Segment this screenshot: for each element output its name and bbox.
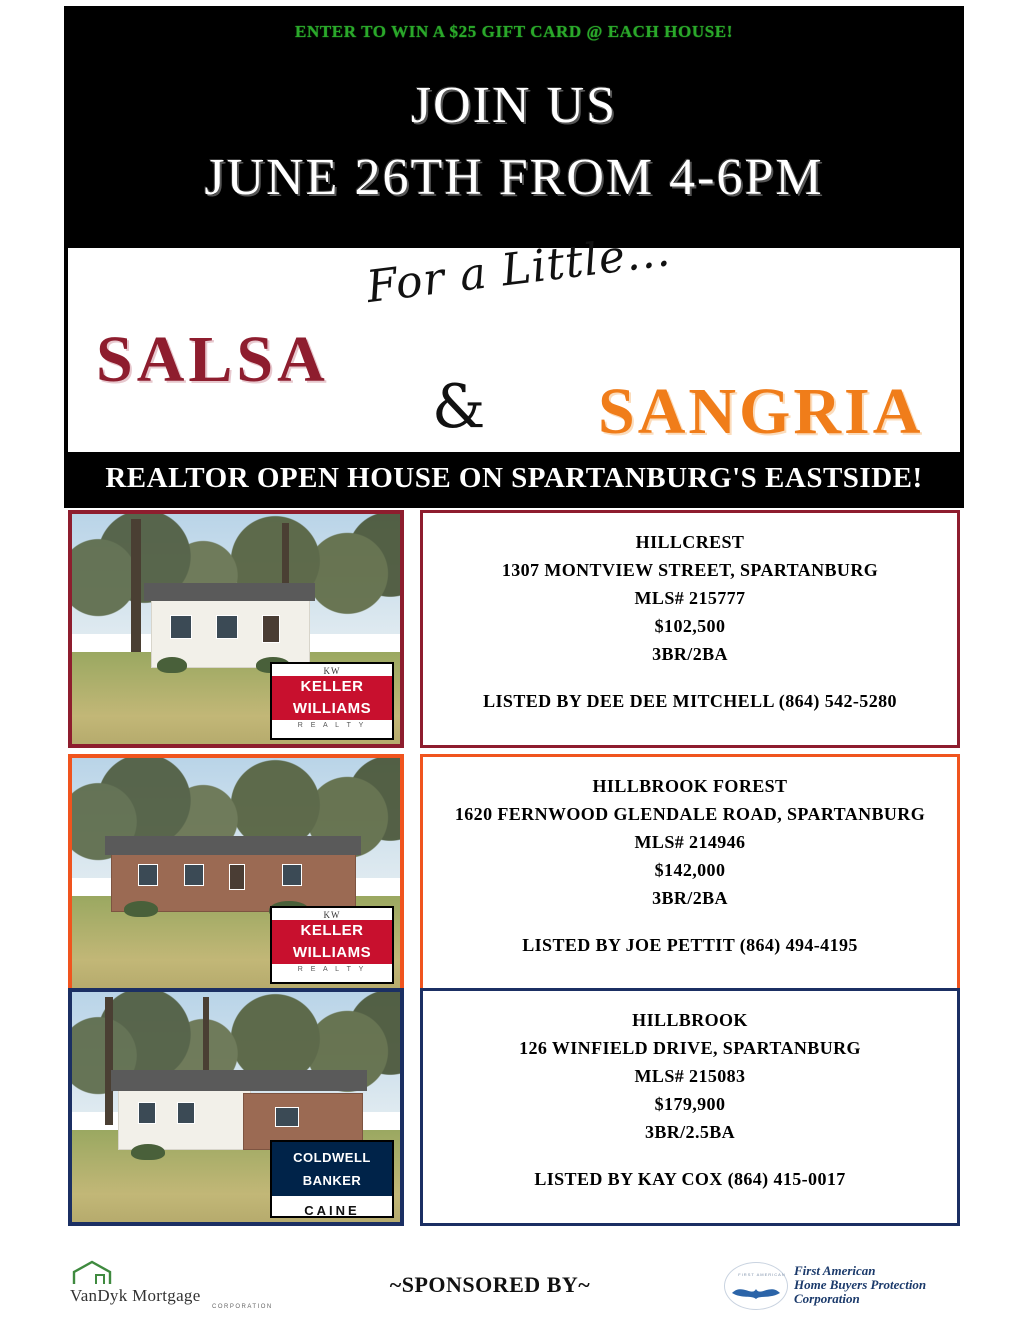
shrub xyxy=(124,901,158,917)
shrub xyxy=(131,1144,165,1160)
front-door xyxy=(229,864,245,890)
gift-card-banner: ENTER TO WIN A $25 GIFT CARD @ EACH HOUSE! xyxy=(295,22,733,41)
listing-neighborhood: HILLCREST xyxy=(635,532,745,552)
kw-line1: KELLER xyxy=(272,676,392,698)
listing-info-hillcrest xyxy=(420,510,960,748)
eagle-icon xyxy=(726,1277,786,1305)
listing-neighborhood: HILLBROOK FOREST xyxy=(592,776,788,796)
kw-realty-text: R E A L T Y xyxy=(297,966,367,973)
vandyk-mortgage-logo xyxy=(62,1260,302,1316)
first-american-line3: Corporation xyxy=(794,1291,860,1306)
listing-address: 1620 FERNWOOD GLENDALE ROAD, SPARTANBURG xyxy=(454,803,926,824)
listing-price: $179,900 xyxy=(654,1093,726,1114)
roof xyxy=(105,836,361,854)
window xyxy=(275,1107,299,1127)
sponsored-by-label: ~SPONSORED BY~ xyxy=(389,1272,591,1297)
salsa-wordmark: SALSA xyxy=(96,323,329,396)
event-date-heading: JUNE 26TH FROM 4-6PM xyxy=(204,149,824,206)
window xyxy=(216,615,238,639)
listing-photo-hillbrook xyxy=(68,988,404,1226)
window xyxy=(170,615,192,639)
listing-agent: LISTED BY JOE PETTIT (864) 494-4195 xyxy=(522,935,858,956)
vandyk-subtitle: CORPORATION xyxy=(212,1304,273,1310)
listing-mls: MLS# 214946 xyxy=(634,831,746,852)
listing-price: $102,500 xyxy=(654,615,726,636)
window xyxy=(138,864,158,886)
tree-trunk xyxy=(131,519,141,662)
listing-agent: LISTED BY KAY COX (864) 415-0017 xyxy=(534,1169,846,1190)
footer xyxy=(0,1248,1024,1325)
listing-info-hillbrook xyxy=(420,988,960,1226)
listing-mls: MLS# 215083 xyxy=(634,1065,746,1086)
listing-info-hillbrook-forest xyxy=(420,754,960,992)
kw-line2: WILLIAMS xyxy=(272,698,392,720)
first-american-seal xyxy=(724,1262,788,1310)
listing-row xyxy=(68,988,960,1226)
window xyxy=(138,1102,156,1124)
listing-photo-hillcrest xyxy=(68,510,404,748)
yard-sign-coldwell-banker xyxy=(270,1140,394,1218)
for-a-little-text: For a Little... xyxy=(363,225,674,313)
listing-beds-baths: 3BR/2BA xyxy=(652,643,728,664)
cb-caine-text: CAINE xyxy=(304,1203,360,1218)
listing-photo-hillbrook-forest xyxy=(68,754,404,992)
kw-monogram: KW xyxy=(323,666,341,676)
join-us-heading: JOIN US xyxy=(410,77,618,134)
listing-beds-baths: 3BR/2.5BA xyxy=(644,1121,736,1142)
listing-beds-baths: 3BR/2BA xyxy=(652,887,728,908)
front-door xyxy=(262,615,280,643)
yard-sign-keller-williams xyxy=(270,662,394,740)
listing-address: 126 WINFIELD DRIVE, SPARTANBURG xyxy=(519,1037,861,1058)
listing-row xyxy=(68,510,960,748)
listing-agent: LISTED BY DEE DEE MITCHELL (864) 542-5280 xyxy=(483,691,897,712)
ampersand-glyph: & xyxy=(432,372,486,442)
tree-trunk xyxy=(105,997,113,1126)
listing-price: $142,000 xyxy=(654,859,726,880)
first-american-wordmark xyxy=(794,1264,926,1306)
shrub xyxy=(157,657,187,673)
kw-line1: KELLER xyxy=(272,920,392,942)
roof xyxy=(111,1070,367,1091)
first-american-seal-text: FIRST AMERICAN xyxy=(738,1272,786,1277)
kw-monogram: KW xyxy=(323,910,341,920)
listing-row xyxy=(68,754,960,992)
listing-mls: MLS# 215777 xyxy=(634,587,746,608)
open-house-subtitle: REALTOR OPEN HOUSE ON SPARTANBURG'S EASTSIDE! xyxy=(105,462,923,494)
kw-realty-text: R E A L T Y xyxy=(297,722,367,729)
listing-neighborhood: HILLBROOK xyxy=(632,1010,748,1030)
listing-address: 1307 MONTVIEW STREET, SPARTANBURG xyxy=(501,559,879,580)
first-american-line2: Home Buyers Protection xyxy=(794,1277,927,1292)
window xyxy=(184,864,204,886)
cb-line1: COLDWELL xyxy=(272,1142,392,1173)
yard-sign-keller-williams xyxy=(270,906,394,984)
house-outline-icon xyxy=(70,1260,114,1286)
first-american-logo xyxy=(718,1256,988,1318)
kw-line2: WILLIAMS xyxy=(272,942,392,964)
window xyxy=(177,1102,195,1124)
sangria-wordmark: SANGRIA xyxy=(598,375,924,448)
window xyxy=(282,864,302,886)
vandyk-name: VanDyk Mortgage xyxy=(70,1286,201,1305)
first-american-line1: First American xyxy=(794,1263,876,1278)
cb-line2: BANKER xyxy=(272,1173,392,1196)
roof xyxy=(144,583,315,601)
